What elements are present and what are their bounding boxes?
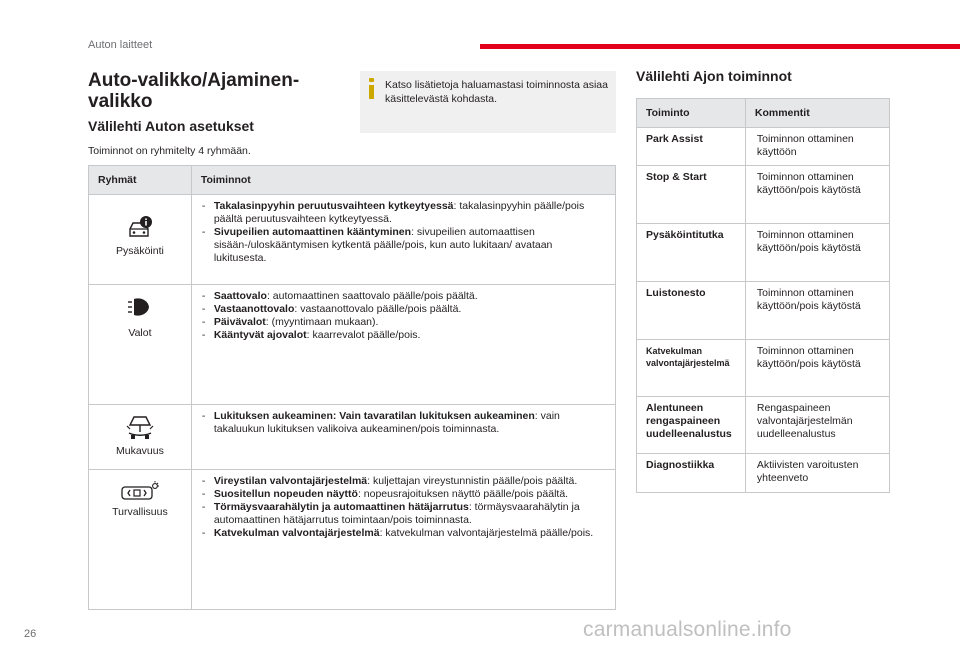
functions-cell	[191, 470, 615, 610]
column-header: Ryhmät	[89, 166, 192, 195]
function-term: Törmäysvaarahälytin ja automaattinen hätäjarrutus	[213, 501, 469, 513]
function-desc: : nopeusrajoituksen näyttö päälle/pois päältä.	[357, 488, 569, 500]
column-header: Kommentit	[745, 99, 889, 128]
function-desc: : vain takaluukun lukituksen valikoiva aukeaminen/pois toiminnasta.	[213, 410, 560, 435]
page-number: 26	[24, 628, 37, 640]
list-item	[202, 200, 605, 226]
group-cell	[89, 285, 192, 405]
function-name: Pysäköintitutka	[637, 224, 746, 282]
function-term: Takalasinpyyhin peruutusvaihteen kytkeytyessä	[213, 200, 454, 212]
list-item	[202, 290, 605, 303]
vehicle-settings-table	[88, 165, 616, 610]
functions-cell	[191, 405, 615, 470]
group-cell	[89, 405, 192, 470]
list-item	[202, 527, 605, 540]
function-term: Päivävalot	[213, 316, 266, 328]
list-item	[202, 488, 605, 501]
watermark: carmanualsonline.info	[583, 618, 792, 641]
group-label: Valot	[128, 327, 152, 339]
table-row	[637, 224, 890, 282]
table-row	[637, 397, 890, 454]
info-text: Katso lisätietoja haluamastasi toiminnosta asiaa käsittelevästä kohdasta.	[385, 79, 608, 105]
function-comment: Toiminnon ottaminen käyttöön	[745, 128, 889, 166]
group-label: Pysäköinti	[115, 245, 164, 257]
page-title: Auto-valikko/Ajaminen-valikko	[88, 70, 300, 112]
section-title-driving-functions: Välilehti Ajon toiminnot	[636, 68, 792, 84]
list-item	[202, 501, 605, 527]
function-term: Vastaanottovalo	[213, 303, 295, 315]
function-term: Kääntyvät ajovalot	[213, 329, 307, 341]
functions-cell	[191, 195, 615, 285]
group-cell	[89, 470, 192, 610]
function-term: Saattovalo	[213, 290, 267, 302]
table-row	[637, 340, 890, 397]
list-item	[202, 329, 605, 342]
group-label: Turvallisuus	[112, 506, 168, 518]
driver-assist-icon	[120, 480, 160, 502]
section-title-vehicle-settings: Välilehti Auton asetukset	[88, 118, 254, 134]
function-term: Vireystilan valvontajärjestelmä	[213, 475, 368, 487]
function-desc: : törmäysvaarahälytin ja automaattinen hätäjarrutus toimintaan/pois toiminnasta.	[213, 501, 580, 526]
function-name: Luistonesto	[637, 282, 746, 340]
function-desc: : kuljettajan vireystunnistin päälle/pois päältä.	[367, 475, 578, 487]
function-desc: : takalasinpyyhin päälle/pois päältä peruutusvaihteen kytkeytyessä.	[213, 200, 585, 225]
list-item	[202, 475, 605, 488]
function-desc: : kaarrevalot päälle/pois.	[306, 329, 421, 341]
function-comment: Toiminnon ottaminen käyttöön/pois käytöstä	[745, 224, 889, 282]
driving-functions-table	[636, 98, 890, 493]
header-accent-bar	[480, 44, 960, 49]
table-row	[637, 454, 890, 493]
function-name: Katvekulman valvontajärjestelmä	[637, 340, 746, 397]
function-desc: : vastaanottovalo päälle/pois päältä.	[294, 303, 462, 315]
group-cell	[89, 195, 192, 285]
function-desc: : automaattinen saattovalo päälle/pois päältä.	[266, 290, 478, 302]
function-name: Diagnostiikka	[637, 454, 746, 493]
list-item	[202, 316, 605, 329]
column-header: Toiminto	[637, 99, 746, 128]
function-term: Katvekulman valvontajärjestelmä	[213, 527, 380, 539]
list-item	[202, 226, 605, 265]
table-row	[89, 470, 616, 610]
function-comment: Toiminnon ottaminen käyttöön/pois käytöstä	[745, 166, 889, 224]
function-name: Stop & Start	[637, 166, 746, 224]
function-term: Lukituksen aukeaminen: Vain tavaratilan lukituksen aukeaminen	[213, 410, 535, 422]
table-header-row	[89, 166, 616, 195]
list-item	[202, 410, 605, 436]
header-section-label: Auton laitteet	[88, 39, 153, 51]
function-name: Alentuneen rengaspaineen uudelleenalustus	[637, 397, 746, 454]
function-desc: : (myyntimaan mukaan).	[265, 316, 379, 328]
list-item	[202, 303, 605, 316]
headlamp-icon	[126, 295, 154, 319]
table-row	[637, 128, 890, 166]
function-term: Sivupeilien automaattinen kääntyminen	[213, 226, 412, 238]
function-comment: Toiminnon ottaminen käyttöön/pois käytöstä	[745, 340, 889, 397]
table-header-row	[637, 99, 890, 128]
info-icon	[369, 78, 374, 98]
table-row	[89, 405, 616, 470]
table-row	[89, 195, 616, 285]
table-row	[89, 285, 616, 405]
parking-car-info-icon	[126, 215, 154, 241]
section-intro: Toiminnot on ryhmitelty 4 ryhmään.	[88, 145, 251, 157]
table-row	[637, 282, 890, 340]
car-unlock-icon	[125, 413, 155, 441]
table-row	[637, 166, 890, 224]
functions-cell	[191, 285, 615, 405]
column-header: Toiminnot	[191, 166, 615, 195]
function-comment: Aktiivisten varoitusten yhteenveto	[745, 454, 889, 493]
info-box	[360, 71, 616, 133]
function-comment: Toiminnon ottaminen käyttöön/pois käytöstä	[745, 282, 889, 340]
function-term: Suositellun nopeuden näyttö	[213, 488, 358, 500]
function-desc: : sivupeilien automaattisen sisään-/uloskääntymisen kytkentä päälle/pois, kun auto lukitaan/ avataan lukitusesta.	[213, 226, 553, 264]
group-label: Mukavuus	[115, 445, 164, 457]
function-comment: Rengaspaineen valvontajärjestelmän uudelleenalustus	[745, 397, 889, 454]
function-name: Park Assist	[637, 128, 746, 166]
function-desc: : katvekulman valvontajärjestelmä päälle/pois.	[379, 527, 594, 539]
